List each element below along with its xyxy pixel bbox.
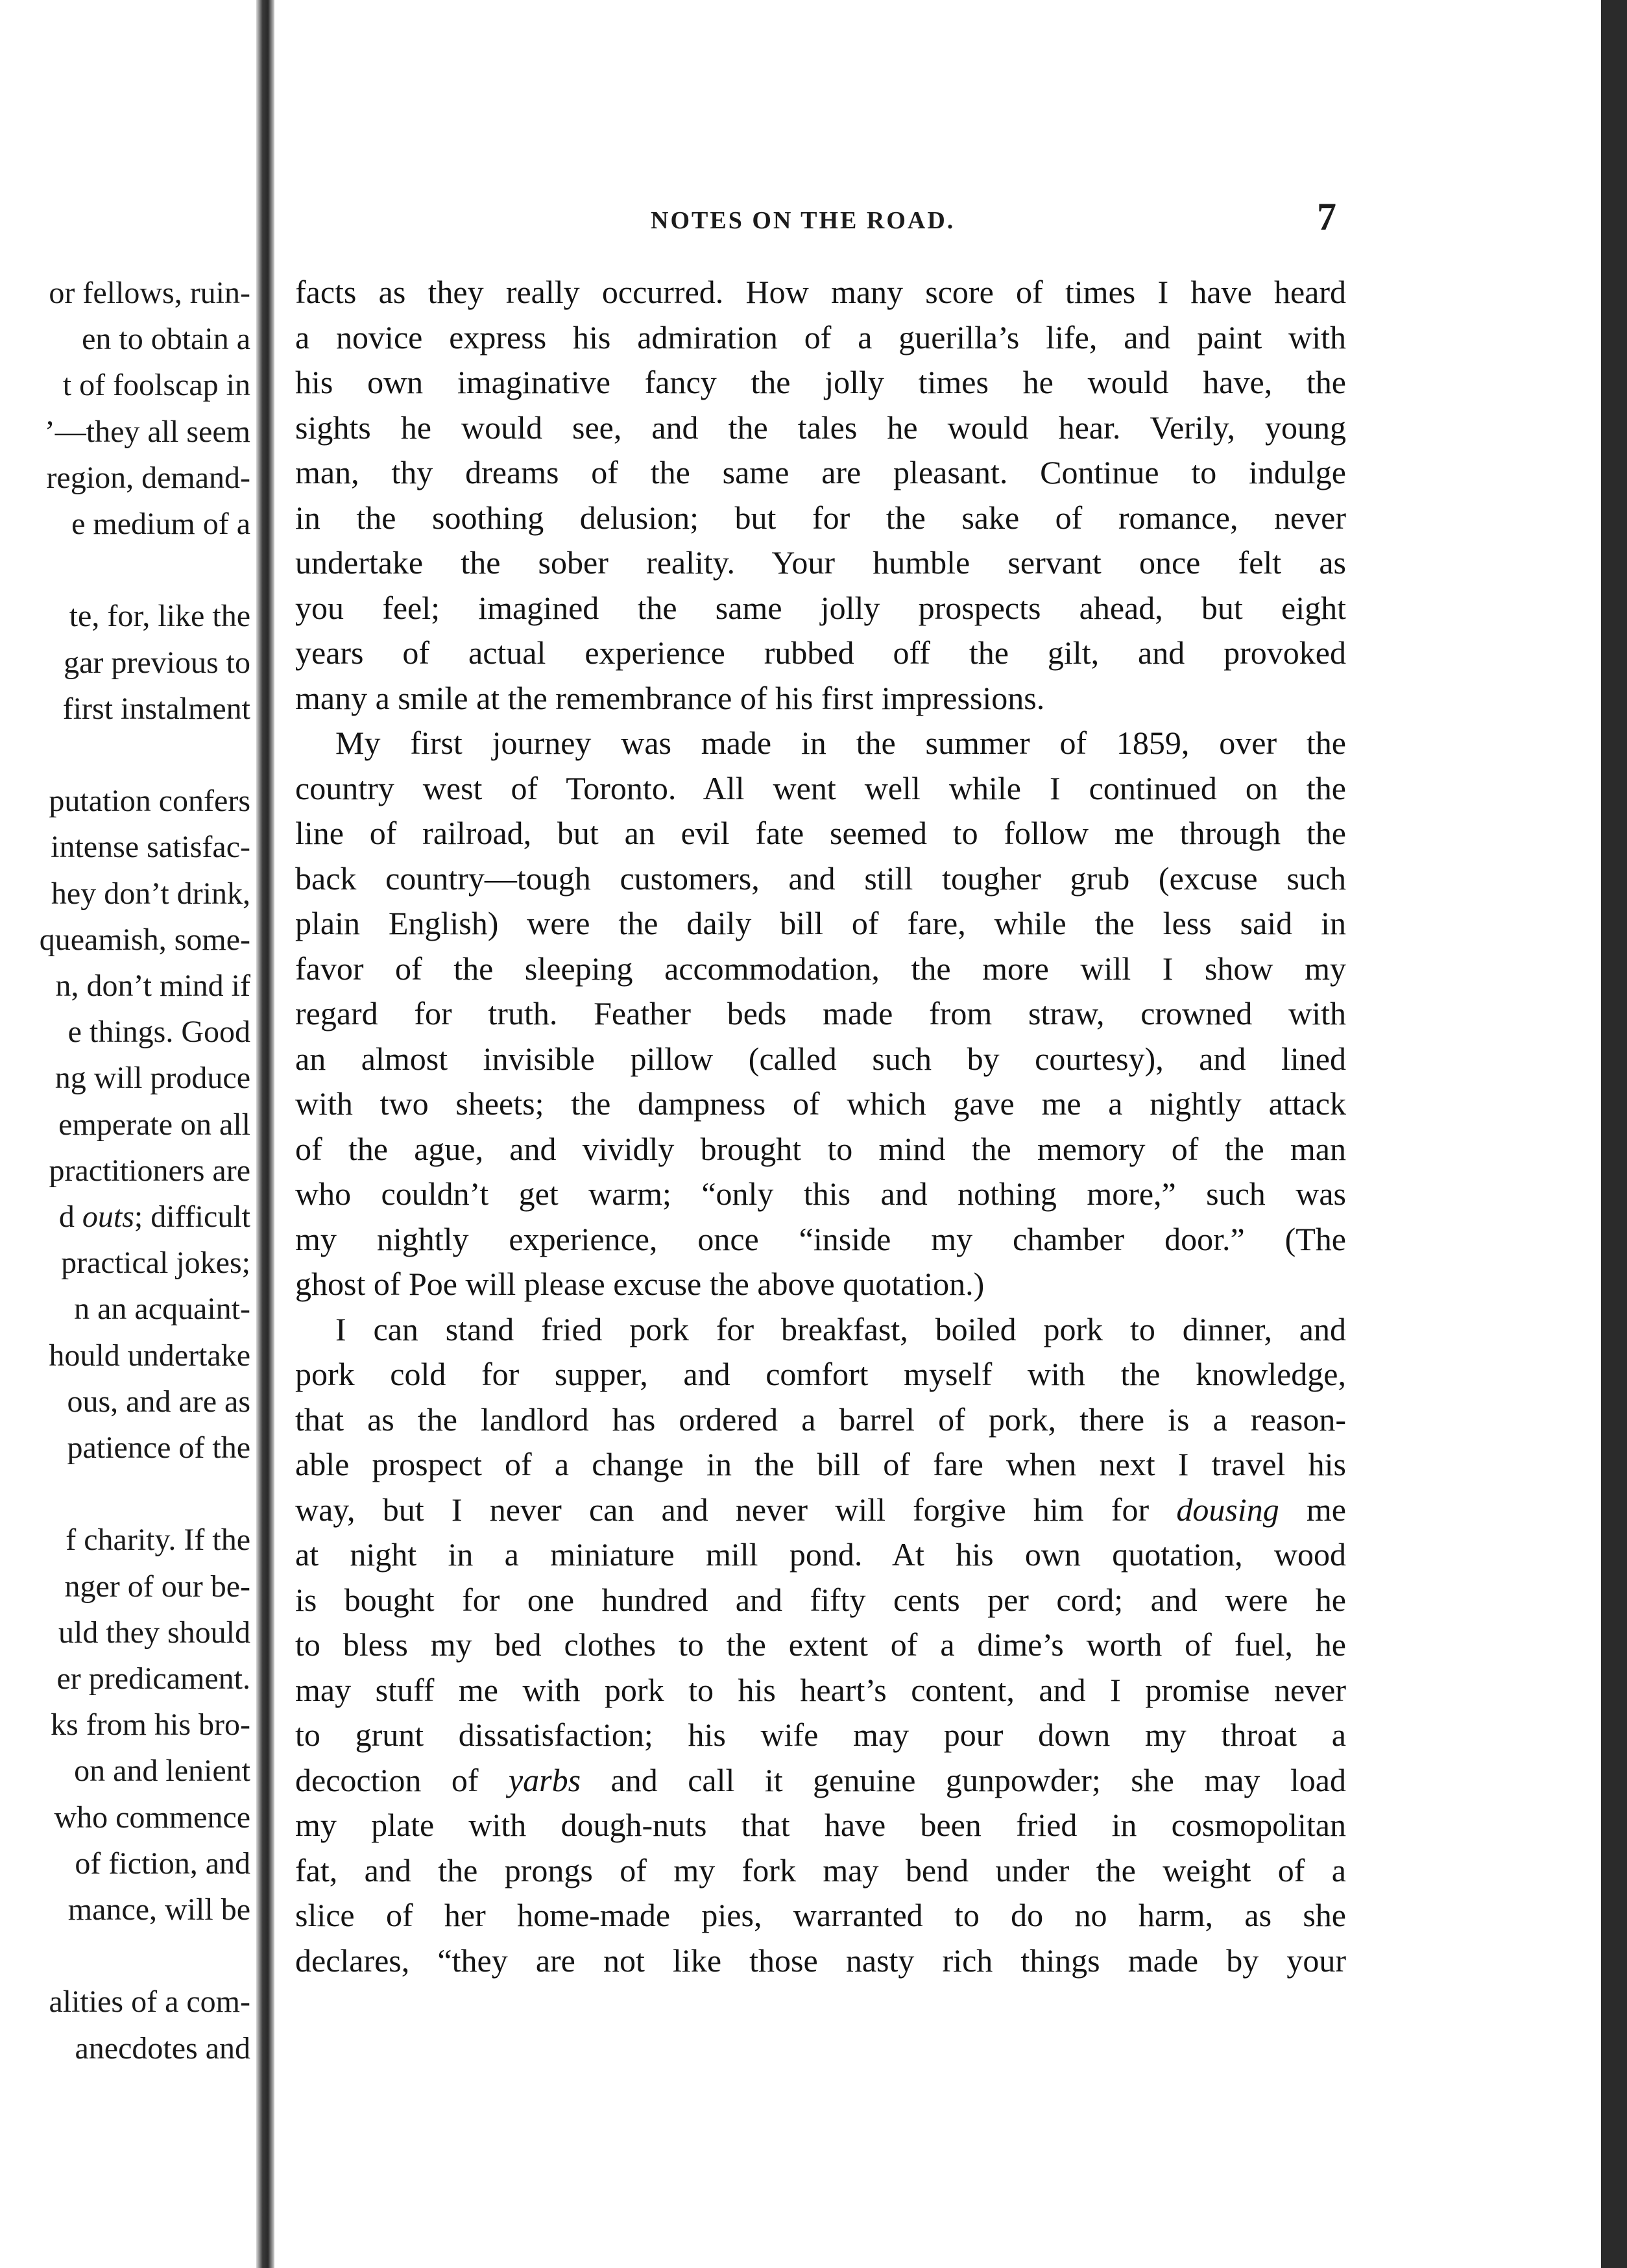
left-page-line: ng will produce <box>54 1061 250 1096</box>
left-page-line: anecdotes and <box>75 2031 250 2062</box>
text-line: line of railroad, but an evil fate seemed to follow me through the <box>295 815 1346 851</box>
left-page-line: region, demand- <box>46 460 250 495</box>
left-page-line: alities of a com- <box>49 1984 250 2020</box>
text-line: declares, “they are not like those nasty rich things made by your <box>295 1942 1346 1979</box>
left-page-line: f charity. If the <box>66 1523 250 1558</box>
left-page-line: first instalment <box>62 691 250 726</box>
left-page-line: queamish, some- <box>39 922 250 957</box>
text-line: My first journey was made in the summer of 1859, over the <box>335 725 1346 761</box>
text-line: ghost of Poe will please excuse the above quotation.) <box>295 1266 985 1302</box>
text-line: fat, and the prongs of my fork may bend under the weight of a <box>295 1852 1346 1888</box>
text-line: may stuff me with pork to his heart’s content, and I promise never <box>295 1671 1346 1708</box>
text-line: my nightly experience, once “inside my chamber door.” (The <box>295 1220 1346 1257</box>
left-page-line: n an acquaint- <box>74 1292 250 1327</box>
text-line: way, but I never can and never will forgive him for dousing me <box>295 1491 1346 1528</box>
text-line: in the soothing delusion; but for the sake of romance, never <box>295 499 1346 536</box>
text-line: sights he would see, and the tales he would hear. Verily, young <box>295 409 1346 446</box>
left-page-line: hey don’t drink, <box>51 876 250 911</box>
text-line: to grunt dissatisfaction; his wife may pour down my throat a <box>295 1717 1346 1753</box>
text-line: country west of Toronto. All went well while I continued on the <box>295 769 1346 806</box>
left-page-line: of fiction, and <box>75 1846 250 1881</box>
left-page-line: n, don’t mind if <box>55 969 250 1003</box>
left-page-line: patience of the <box>67 1430 250 1465</box>
text-line: who couldn’t get warm; “only this and nothing more,” such was <box>295 1176 1346 1212</box>
text-line: favor of the sleeping accommodation, the more will I show my <box>295 950 1346 987</box>
left-page-line: emperate on all <box>58 1107 250 1142</box>
left-page-line: e things. Good <box>67 1015 250 1050</box>
left-page-line: on and lenient <box>74 1754 250 1789</box>
text-line: years of actual experience rubbed off the gilt, and provoked <box>295 634 1346 671</box>
text-line: back country—tough customers, and still tougher grub (excuse such <box>295 860 1346 897</box>
text-line: pork cold for supper, and comfort myself with the knowledge, <box>295 1356 1346 1392</box>
left-page-line: hould undertake <box>49 1338 250 1373</box>
left-page-line: t of foolscap in <box>62 368 250 403</box>
text-line: undertake the sober reality. Your humble servant once felt as <box>295 544 1346 581</box>
text-line: that as the landlord has ordered a barrel of pork, there is a reason- <box>295 1401 1346 1438</box>
left-page-line: intense satisfac- <box>51 830 250 865</box>
text-line: slice of her home-made pies, warranted to do no harm, as she <box>295 1897 1346 1933</box>
scan-edge <box>1601 0 1627 2268</box>
previous-page-fragment <box>0 271 254 2062</box>
text-line: many a smile at the remembrance of his first impressions. <box>295 679 1045 716</box>
text-line: an almost invisible pillow (called such by courtesy), and lined <box>295 1040 1346 1077</box>
text-line: able prospect of a change in the bill of fare when next I travel his <box>295 1446 1346 1482</box>
left-page-line: gar previous to <box>64 645 250 680</box>
left-page-line: or fellows, ruin- <box>49 276 250 310</box>
left-page-line: practical jokes; <box>61 1246 250 1281</box>
text-line: you feel; imagined the same jolly prospects ahead, but eight <box>295 589 1346 626</box>
left-page-line: ’—they all seem <box>44 414 250 449</box>
left-page-line: er predicament. <box>56 1661 250 1696</box>
running-head: NOTES ON THE ROAD. <box>651 207 956 234</box>
text-line: decoction of yarbs and call it genuine gunpowder; she may load <box>295 1761 1346 1798</box>
left-page-line: ks from his bro- <box>51 1707 250 1743</box>
text-line: regard for truth. Feather beds made from straw, crowned with <box>295 995 1346 1031</box>
left-page-line: e medium of a <box>71 507 250 541</box>
left-page-line: mance, will be <box>67 1892 250 1927</box>
text-line: I can stand fried pork for breakfast, boiled pork to dinner, and <box>335 1310 1346 1347</box>
text-line: at night in a miniature mill pond. At his own quotation, wood <box>295 1536 1346 1573</box>
left-page-line: d outs; difficult <box>58 1200 250 1234</box>
left-page-line: nger of our be- <box>64 1569 250 1604</box>
text-line: with two sheets; the dampness of which gave me a nightly attack <box>295 1085 1346 1122</box>
left-page-line: who commence <box>54 1800 250 1835</box>
text-line: facts as they really occurred. How many score of times I have heard <box>295 274 1346 310</box>
text-line: to bless my bed clothes to the extent of a dime’s worth of fuel, he <box>295 1626 1346 1663</box>
left-page-line: uld they should <box>58 1615 250 1650</box>
text-line: his own imaginative fancy the jolly times he would have, the <box>295 364 1346 400</box>
text-line: my plate with dough-nuts that have been fried in cosmopolitan <box>295 1807 1346 1843</box>
left-page-line: practitioners are <box>49 1153 250 1188</box>
page-number: 7 <box>1317 195 1336 238</box>
book-gutter <box>256 0 274 2268</box>
page-body <box>295 270 1346 1983</box>
text-line: is bought for one hundred and fifty cents per cord; and were he <box>295 1581 1346 1618</box>
text-line: a novice express his admiration of a guerilla’s life, and paint with <box>295 319 1346 356</box>
text-line: of the ague, and vividly brought to mind the memory of the man <box>295 1130 1346 1167</box>
left-page-line: ous, and are as <box>67 1384 250 1419</box>
left-page-line: te, for, like the <box>69 599 250 634</box>
text-line: plain English) were the daily bill of fare, while the less said in <box>295 905 1346 941</box>
left-page-line: putation confers <box>49 784 250 819</box>
text-line: man, thy dreams of the same are pleasant. Continue to indulge <box>295 454 1346 490</box>
left-page-line: en to obtain a <box>82 322 250 357</box>
